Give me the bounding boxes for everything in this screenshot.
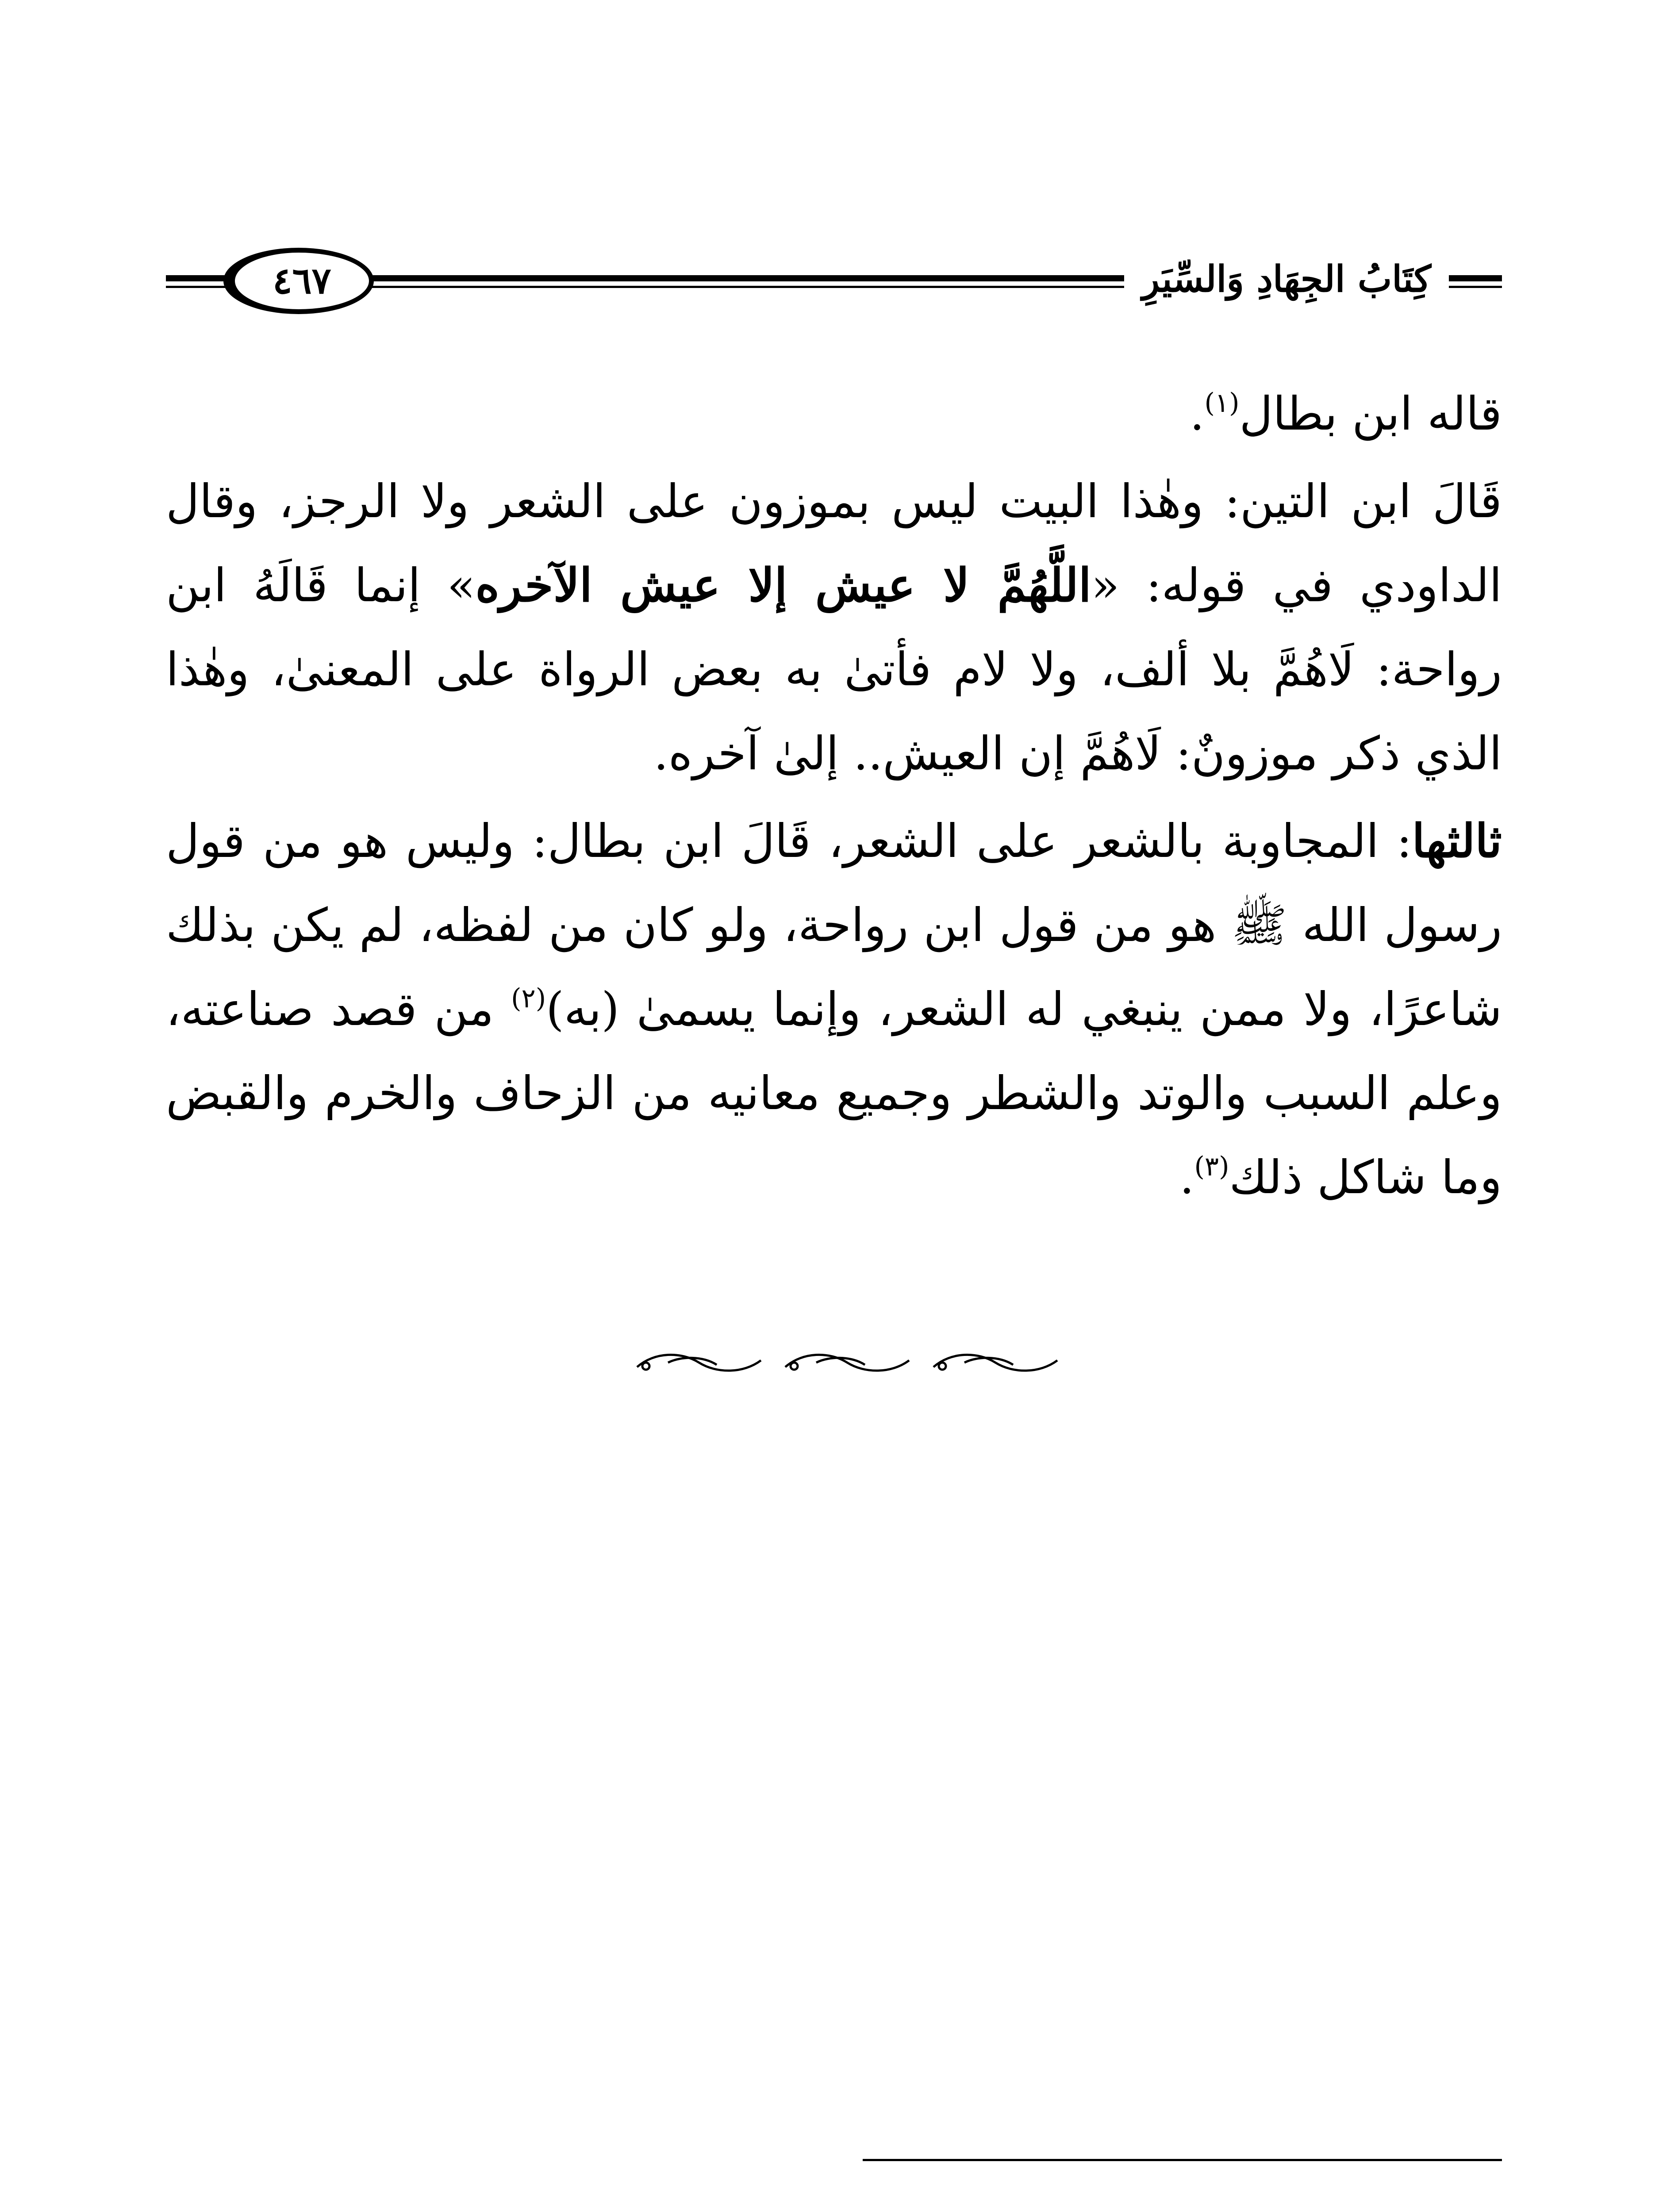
paragraph-2-quote: اللَّهُمَّ لا عيش إلا عيش الآخره	[475, 558, 1091, 612]
paragraph-1-text: قاله ابن بطال	[1239, 387, 1502, 441]
footnote-ref-3: (٣)	[1194, 1151, 1229, 1182]
ornament-separator	[628, 1349, 1071, 1376]
ornament-motif-3	[933, 1355, 1057, 1371]
ornament-motif-2	[785, 1355, 909, 1371]
page-number: ٤٦٧	[273, 260, 331, 302]
main-text	[166, 372, 1502, 1223]
paragraph-3	[166, 799, 1502, 1219]
ornament-motif-1	[637, 1355, 761, 1371]
footnote-ref-2: (٢)	[511, 983, 546, 1014]
paragraph-2	[166, 459, 1502, 795]
paragraph-3-text-a: : المجاوبة بالشعر على الشعر، قَالَ ابن بطال: وليس هو من قول رسول الله ﷺ هو من قول ابن رواحة، ولو كان من لفظه، لم يكن بذلك شاعرًا، ولا ممن ينبغي له الشعر، وإنما يسمىٰ (به)	[166, 814, 1502, 1036]
paragraph-3-label: ثالثها	[1412, 814, 1502, 868]
paragraph-2-text-a: قَالَ ابن التين: وهٰذا البيت ليس بموزون على الشعر ولا الرجز، وقال الداودي في قوله: «	[166, 474, 1502, 612]
footnotes	[664, 2203, 1502, 2212]
paragraph-1	[166, 372, 1502, 456]
book-title: كِتَابُ الجِهَادِ وَالسِّيَرِ	[1124, 250, 1449, 308]
page-header	[166, 248, 1502, 314]
footnote-separator	[863, 2159, 1502, 2161]
footnote-1-text	[1068, 2203, 1431, 2212]
footnote-1-number	[1449, 2203, 1502, 2212]
paragraph-3-end: .	[1179, 1150, 1194, 1204]
footnote-1	[664, 2203, 1502, 2212]
paragraph-3-text-b: من قصد صناعته، وعلم السبب والوتد والشطر وجميع معانيه من الزحاف والخرم والقبض وما شاكل ذلك	[166, 982, 1502, 1204]
page-number-badge	[223, 248, 374, 314]
paragraph-1-end: .	[1190, 387, 1205, 441]
paragraph-2-text-b: » إنما قَالَهُ ابن رواحة: لَاهُمَّ بلا ألف، ولا لام فأتىٰ به بعض الرواة على المعنىٰ، وهٰذا الذي ذكر موزونٌ: لَاهُمَّ إن العيش.. إلىٰ آخره.	[166, 558, 1502, 780]
footnote-ref-1: (١)	[1204, 388, 1240, 419]
